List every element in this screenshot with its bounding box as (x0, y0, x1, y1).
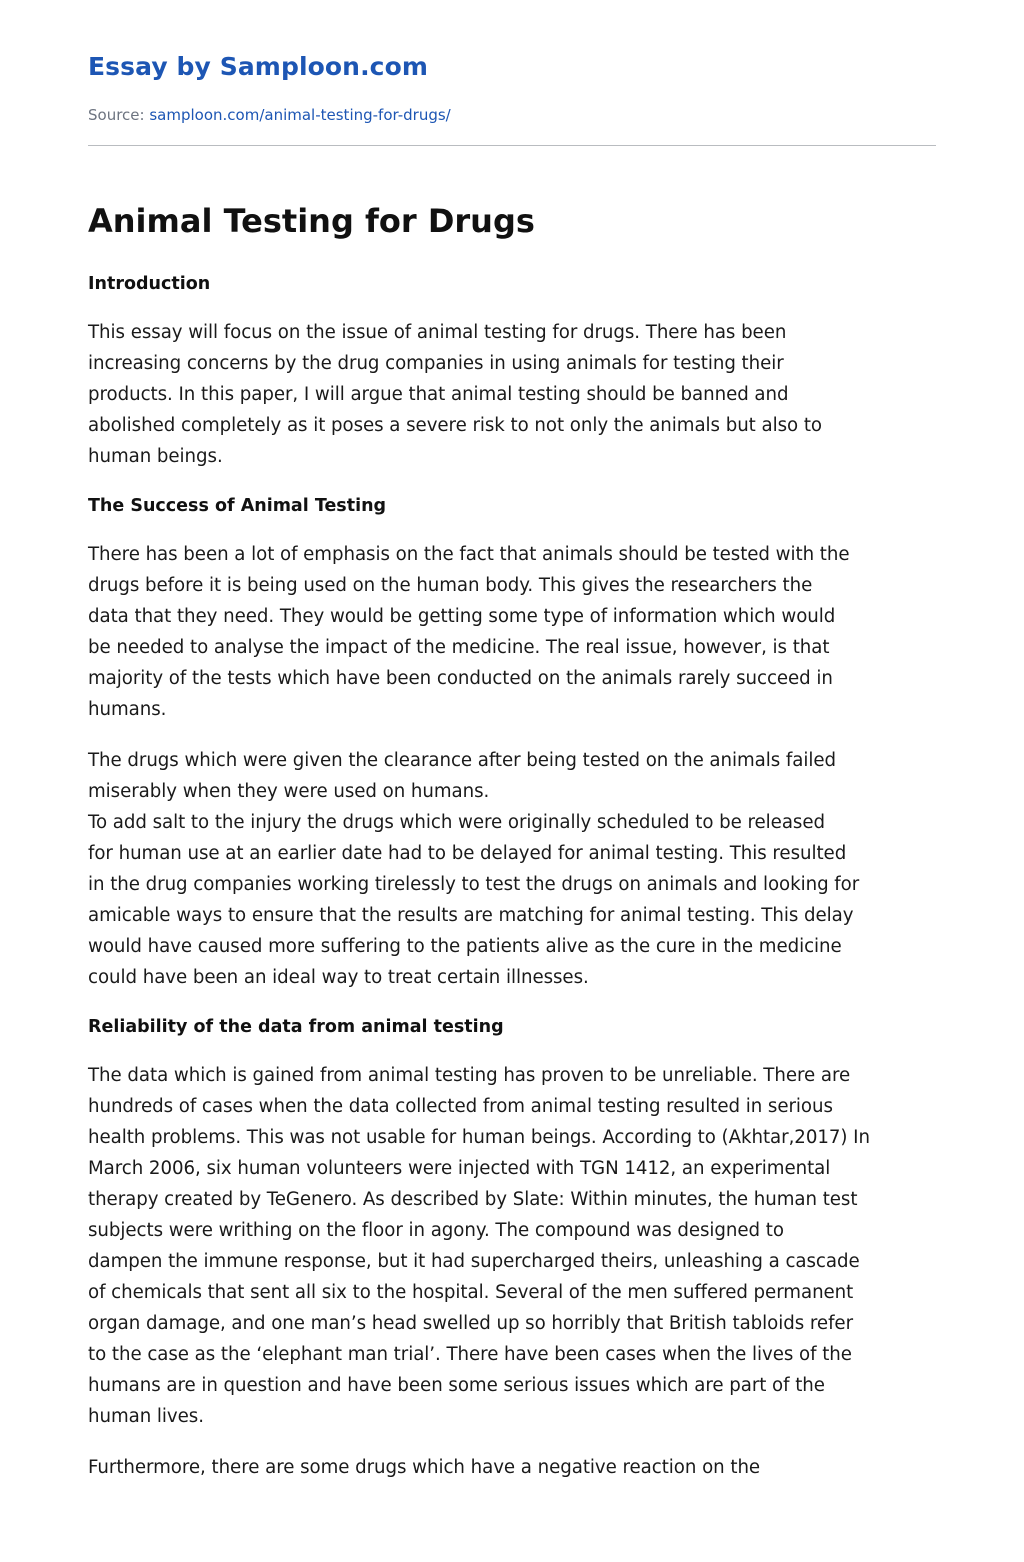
section-heading: Reliability of the data from animal testing (88, 1017, 504, 1037)
paragraph (88, 317, 936, 472)
text-line: hundreds of cases when the data collected from animal testing resulted in serious (88, 1096, 833, 1117)
section-heading: The Success of Animal Testing (88, 496, 387, 516)
text-line: amicable ways to ensure that the results are matching for animal testing. This delay (88, 905, 854, 926)
text-line: in the drug companies working tirelessly to test the drugs on animals and looking for (88, 874, 860, 895)
text-line: be needed to analyse the impact of the medicine. The real issue, however, is that (88, 637, 830, 658)
paragraph (88, 1452, 936, 1483)
page-title: Animal Testing for Drugs (88, 202, 535, 240)
text-line: abolished completely as it poses a severe risk to not only the animals but also to (88, 415, 822, 436)
text-line: The drugs which were given the clearance after being tested on the animals failed (88, 750, 837, 771)
section-heading: Introduction (88, 274, 211, 294)
text-line: to the case as the ‘elephant man trial’. There have been cases when the lives of the (88, 1344, 852, 1365)
text-line: organ damage, and one man’s head swelled up so horribly that British tabloids refer (88, 1313, 853, 1334)
text-line: humans. (88, 699, 167, 720)
article-body (88, 270, 936, 1503)
text-line: The data which is gained from animal testing has proven to be unreliable. There are (88, 1065, 851, 1086)
paragraph (88, 745, 936, 993)
text-line: for human use at an earlier date had to be delayed for animal testing. This resulted (88, 843, 847, 864)
text-line: To add salt to the injury the drugs which were originally scheduled to be released (88, 812, 825, 833)
text-line: majority of the tests which have been conducted on the animals rarely succeed in (88, 668, 833, 689)
source-label: Source: (88, 106, 145, 124)
text-line: human beings. (88, 446, 223, 467)
text-line: There has been a lot of emphasis on the fact that animals should be tested with the (88, 544, 850, 565)
text-line: would have caused more suffering to the patients alive as the cure in the medicine (88, 936, 842, 957)
text-line: therapy created by TeGenero. As described by Slate: Within minutes, the human test (88, 1189, 858, 1210)
text-line: This essay will focus on the issue of animal testing for drugs. There has been (88, 322, 787, 343)
text-line: could have been an ideal way to treat certain illnesses. (88, 967, 589, 988)
text-line: dampen the immune response, but it had supercharged theirs, unleashing a cascade (88, 1251, 860, 1272)
text-line: human lives. (88, 1406, 204, 1427)
text-line: products. In this paper, I will argue that animal testing should be banned and (88, 384, 789, 405)
text-line: March 2006, six human volunteers were injected with TGN 1412, an experimental (88, 1158, 831, 1179)
source-line (88, 106, 451, 124)
text-line: of chemicals that sent all six to the hospital. Several of the men suffered permanent (88, 1282, 854, 1303)
source-link[interactable]: samploon.com/animal-testing-for-drugs/ (149, 106, 451, 124)
paragraph (88, 539, 936, 725)
text-line: drugs before it is being used on the human body. This gives the researchers the (88, 575, 813, 596)
text-line: miserably when they were used on humans. (88, 781, 490, 802)
text-line: health problems. This was not usable for human beings. According to (Akhtar,2017) In (88, 1127, 870, 1148)
text-line: increasing concerns by the drug companies in using animals for testing their (88, 353, 784, 374)
header-divider (88, 145, 936, 146)
text-line: humans are in question and have been some serious issues which are part of the (88, 1375, 825, 1396)
text-line: subjects were writhing on the floor in agony. The compound was designed to (88, 1220, 784, 1241)
text-line: data that they need. They would be getting some type of information which would (88, 606, 836, 627)
site-brand[interactable]: Essay by Samploon.com (88, 52, 429, 81)
text-line: Furthermore, there are some drugs which have a negative reaction on the (88, 1457, 761, 1478)
paragraph (88, 1060, 936, 1432)
